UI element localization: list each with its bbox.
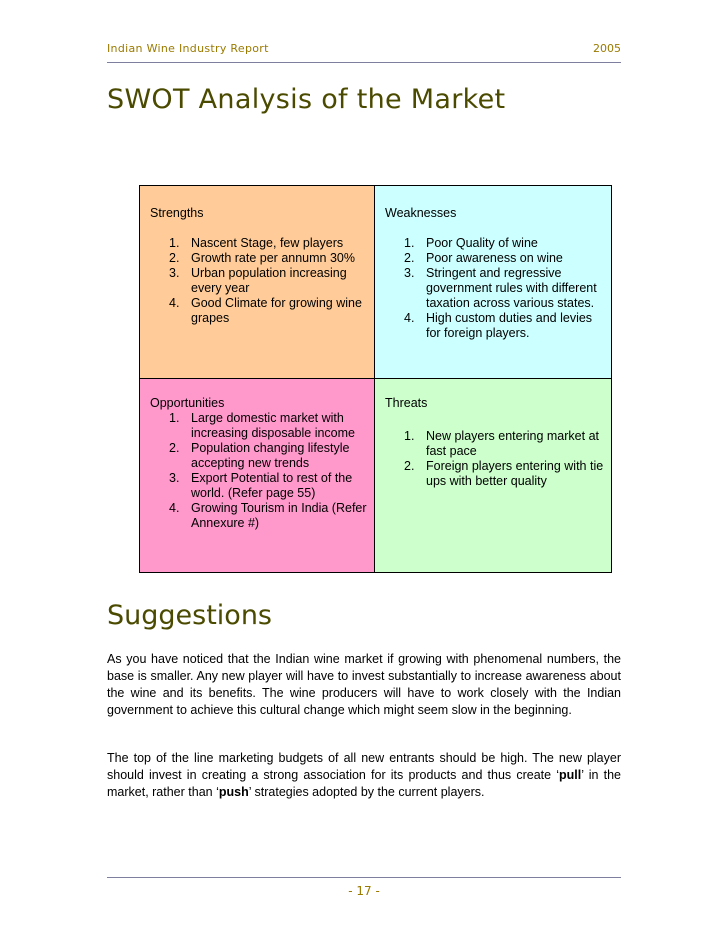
page-title: SWOT Analysis of the Market — [107, 84, 506, 115]
suggestions-paragraph-1: As you have noticed that the Indian wine market if growing with phenomenal numbers, the base is smaller. Any new player will have to invest substantially to increase awareness about the wine and its benefits. The wine producers will have to work closely with the Indian government to achieve this cultural change which might seem slow in the beginning. — [107, 652, 621, 717]
list-item: 2. Growth rate per annumn 30% — [169, 251, 355, 265]
list-item: 1. Large domestic market with increasing disposable income — [169, 411, 355, 440]
list-item: 1. New players entering market at fast pace — [404, 429, 599, 458]
list-item: 1. Nascent Stage, few players — [169, 236, 344, 250]
list-item: 4. Good Climate for growing wine grapes — [169, 296, 362, 325]
threats-list — [404, 429, 604, 489]
weaknesses-cell — [375, 186, 611, 379]
strengths-heading: Strengths — [150, 206, 204, 220]
list-item: 2. Population changing lifestyle accepting new trends — [169, 441, 350, 470]
suggestions-paragraph-2: The top of the line marketing budgets of all new entrants should be high. The new player should invest in creating a strong association for its products and thus create ‘pull’ in the market, rather than ‘push’ strategies adopted by the current players. — [107, 751, 621, 799]
list-item: 4. High custom duties and levies for foreign players. — [404, 311, 593, 340]
opportunities-list — [169, 411, 369, 531]
weaknesses-heading: Weaknesses — [385, 206, 457, 220]
list-item: 3. Stringent and regressive government rules with different taxation across various states. — [404, 266, 597, 310]
strengths-list — [169, 236, 369, 326]
weaknesses-list — [404, 236, 604, 341]
threats-heading: Threats — [385, 396, 428, 410]
page-header — [107, 42, 621, 63]
opportunities-cell — [140, 379, 375, 572]
threats-cell — [375, 379, 611, 572]
list-item: 3. Export Potential to rest of the world. (Refer page 55) — [169, 471, 353, 500]
list-item: 2. Foreign players entering with tie ups with better quality — [404, 459, 604, 488]
list-item: 3. Urban population increasing every year — [169, 266, 347, 295]
pull-emphasis: pull — [559, 768, 582, 782]
header-year: 2005 — [593, 42, 621, 55]
strengths-cell — [140, 186, 375, 379]
swot-table — [139, 185, 612, 573]
list-item: 4. Growing Tourism in India (Refer Annexure #) — [169, 501, 367, 530]
footer-divider — [107, 877, 621, 878]
push-emphasis: push — [218, 785, 249, 799]
list-item: 2. Poor awareness on wine — [404, 251, 563, 265]
suggestions-heading: Suggestions — [107, 600, 272, 631]
opportunities-heading: Opportunities — [150, 396, 225, 410]
page-number: - 17 - — [348, 884, 380, 898]
header-report-title: Indian Wine Industry Report — [107, 42, 269, 55]
list-item: 1. Poor Quality of wine — [404, 236, 538, 250]
